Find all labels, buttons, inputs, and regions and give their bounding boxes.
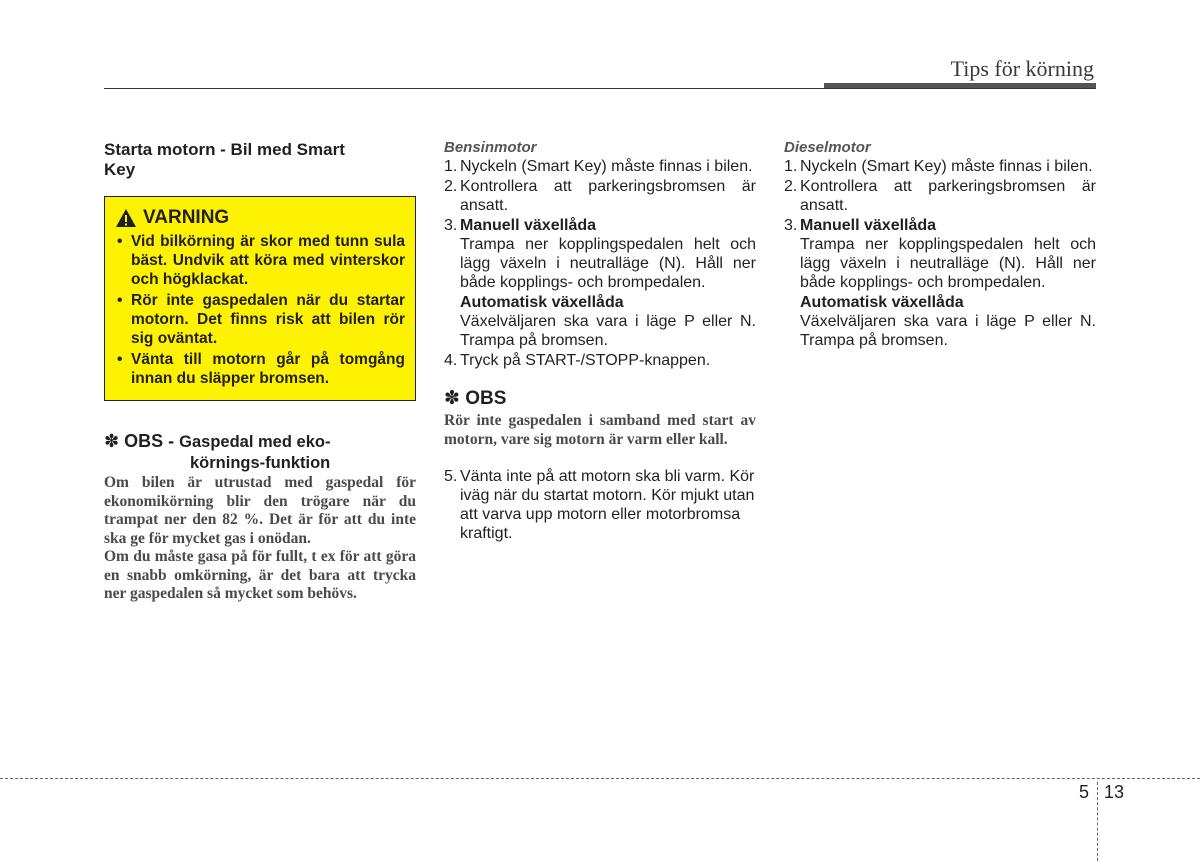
page-header-title: Tips för körning — [950, 56, 1094, 81]
step-item: 3. Manuell växellåda Trampa ner kopplingspedalen helt och lägg växeln i neutralläge (N). Håll ner både kopplings- och brompedalen. Automatisk växellåda Växelväljaren ska vara i läge P eller N. Trampa på bromsen. — [444, 217, 756, 349]
warning-item: • Vid bilkörning är skor med tunn sula bäst. Undvik att köra med vinterskor och högklackat. — [115, 232, 405, 289]
obs-heading — [444, 388, 756, 410]
diesel-steps — [784, 157, 1096, 350]
warning-title: VARNING — [143, 207, 230, 228]
warning-item: • Vänta till motorn går på tomgång innan du släpper bromsen. — [115, 350, 405, 388]
obs-paragraph: Om bilen är utrustad med gaspedal för ekonomikörning blir den trögare när du trampat ner den 82 %. Det är för att du inte ska ge för mycket gas i onödan. — [104, 474, 416, 547]
automatic-gearbox-text: Växelväljaren ska vara i läge P eller N. Trampa på bromsen. — [800, 313, 1096, 349]
petrol-step-5 — [444, 467, 756, 543]
chapter-number: 5 — [1079, 782, 1090, 802]
obs-paragraph: Om du måste gasa på för fullt, t ex för att göra en snabb omkörning, är det bara att trycka ner gaspedalen så mycket som behövs. — [104, 548, 416, 602]
column-right — [784, 138, 1096, 351]
step-item: 4. Tryck på START-/STOPP-knappen. — [444, 352, 711, 369]
obs-label: OBS — [465, 388, 507, 409]
obs-heading — [104, 431, 416, 474]
section-title: Starta motorn - Bil med Smart Key — [104, 140, 345, 179]
warning-triangle-icon — [115, 208, 137, 228]
header-rule — [104, 88, 1096, 89]
warning-header — [115, 207, 405, 229]
warning-box — [104, 196, 416, 401]
warning-item: • Rör inte gaspedalen när du startar motorn. Det finns risk att bilen rör sig oväntat. — [115, 291, 405, 348]
petrol-steps — [444, 157, 756, 370]
obs-label: OBS - — [124, 431, 175, 451]
page-number: 13 — [1104, 782, 1125, 802]
step-item: 1. Nyckeln (Smart Key) måste finnas i bilen. — [784, 158, 1093, 175]
footer-vertical-divider — [1097, 782, 1098, 861]
manual-gearbox-title: Manuell växellåda — [460, 217, 597, 234]
automatic-gearbox-title: Automatisk växellåda — [800, 294, 964, 311]
obs-asterisk-icon: ✽ — [444, 388, 460, 409]
obs-body — [104, 474, 416, 604]
column-middle — [444, 138, 756, 544]
manual-gearbox-text: Trampa ner kopplingspedalen helt och lägg växeln i neutralläge (N). Håll ner både kopplings- och brompedalen. — [460, 236, 756, 291]
obs-subtitle-line2: körnings-funktion — [190, 454, 331, 472]
footer-divider — [0, 778, 1200, 779]
manual-gearbox-text: Trampa ner kopplingspedalen helt och lägg växeln i neutralläge (N). Håll ner både kopplings- och brompedalen. — [800, 236, 1096, 291]
step-item: 1. Nyckeln (Smart Key) måste finnas i bilen. — [444, 158, 753, 175]
obs-body: Rör inte gaspedalen i samband med start av motorn, vare sig motorn är varm eller kall. — [444, 412, 756, 448]
step-item: 2. Kontrollera att parkeringsbromsen är ansatt. — [444, 178, 756, 214]
step-item: 2. Kontrollera att parkeringsbromsen är ansatt. — [784, 178, 1096, 214]
obs-asterisk-icon: ✽ — [104, 431, 120, 451]
step-item: 5. Vänta inte på att motorn ska bli varm. Kör iväg när du startat motorn. Kör mjukt utan att varva upp motorn eller motorbromsa kraftigt. — [444, 468, 755, 542]
automatic-gearbox-text: Växelväljaren ska vara i läge P eller N. Trampa på bromsen. — [460, 313, 756, 349]
obs-subtitle: Gaspedal med eko- — [179, 433, 331, 451]
column-left — [104, 138, 416, 604]
warning-list — [115, 232, 405, 388]
petrol-engine-heading: Bensinmotor — [444, 139, 537, 156]
manual-gearbox-title: Manuell växellåda — [800, 217, 937, 234]
diesel-engine-heading: Dieselmotor — [784, 139, 871, 156]
automatic-gearbox-title: Automatisk växellåda — [460, 294, 624, 311]
step-item: 3. Manuell växellåda Trampa ner kopplingspedalen helt och lägg växeln i neutralläge (N). Håll ner både kopplings- och brompedalen. Automatisk växellåda Växelväljaren ska vara i läge P eller N. Trampa på bromsen. — [784, 217, 1096, 349]
